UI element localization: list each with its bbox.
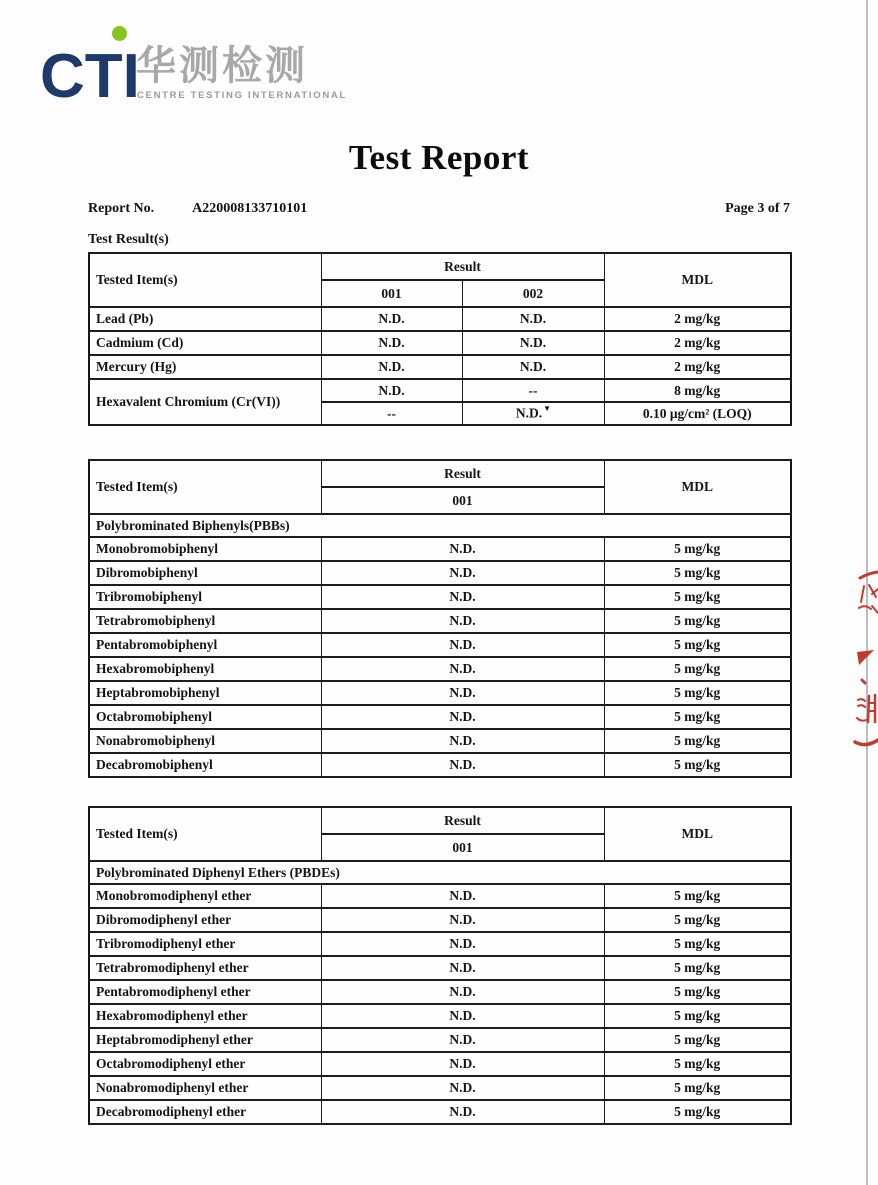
result-001-cell: N.D.: [321, 537, 604, 561]
col-header-mdl: MDL: [604, 807, 791, 861]
cti-logo-chinese-name: 华测检测: [136, 43, 308, 89]
tested-item-cell: Octabromodiphenyl ether: [89, 1052, 321, 1076]
mdl-cell: 2 mg/kg: [604, 307, 791, 331]
tested-item-cell: Dibromodiphenyl ether: [89, 908, 321, 932]
table-row: [89, 932, 791, 956]
page-indicator: Page 3 of 7: [725, 201, 790, 216]
tested-item-cell: Decabromodiphenyl ether: [89, 1100, 321, 1124]
result-001-cell: N.D.: [321, 1004, 604, 1028]
tested-item-cell: Decabromobiphenyl: [89, 753, 321, 777]
col-header-sample-001: 001: [321, 834, 604, 861]
mdl-cell: 5 mg/kg: [604, 729, 791, 753]
mdl-cell: 2 mg/kg: [604, 331, 791, 355]
mdl-cell: 5 mg/kg: [604, 1052, 791, 1076]
tested-item-cell: Tribromodiphenyl ether: [89, 932, 321, 956]
section-title-row: [89, 514, 791, 537]
result-001-cell: N.D.: [321, 561, 604, 585]
result-001-cell: N.D.: [321, 753, 604, 777]
mdl-cell: 5 mg/kg: [604, 1004, 791, 1028]
table-row: [89, 585, 791, 609]
tested-item-cell: Tetrabromobiphenyl: [89, 609, 321, 633]
col-header-tested-items: Tested Item(s): [89, 807, 321, 861]
result-001-cell: N.D.: [321, 1100, 604, 1124]
mdl-cell: 5 mg/kg: [604, 705, 791, 729]
mdl-cell: 5 mg/kg: [604, 1076, 791, 1100]
table-row-hexavalent-chromium-a: [89, 379, 791, 402]
table-row: [89, 355, 791, 379]
results-heading: Test Result(s): [88, 232, 169, 247]
table-pbdes-wrapper: [88, 806, 792, 1125]
result-001-cell: N.D.: [321, 331, 462, 355]
tested-item-cell: Octabromobiphenyl: [89, 705, 321, 729]
table-header-row: [89, 807, 791, 834]
tested-item-cell: Dibromobiphenyl: [89, 561, 321, 585]
table-row: [89, 633, 791, 657]
col-header-tested-items: Tested Item(s): [89, 460, 321, 514]
tested-item-cell: Hexabromodiphenyl ether: [89, 1004, 321, 1028]
table-row: [89, 307, 791, 331]
table-row: [89, 980, 791, 1004]
result-002-cell: --: [462, 379, 604, 402]
result-001-cell: N.D.: [321, 307, 462, 331]
result-001-cell: N.D.: [321, 1028, 604, 1052]
table-row: [89, 1100, 791, 1124]
table-row: [89, 705, 791, 729]
table-row: [89, 1052, 791, 1076]
col-header-sample-001: 001: [321, 280, 462, 307]
section-title-row: [89, 861, 791, 884]
result-001-cell: --: [321, 402, 462, 425]
table-pbbs: [88, 459, 792, 778]
mdl-cell: 8 mg/kg: [604, 379, 791, 402]
col-header-mdl: MDL: [604, 253, 791, 307]
col-header-mdl: MDL: [604, 460, 791, 514]
cti-logo: [40, 40, 347, 111]
result-002-cell: N.D.: [462, 331, 604, 355]
table-row: [89, 561, 791, 585]
table-heavy-metals: [88, 252, 792, 426]
table-row: [89, 1028, 791, 1052]
result-001-cell: N.D.: [321, 681, 604, 705]
cti-logo-tagline: CENTRE TESTING INTERNATIONAL: [137, 90, 347, 101]
result-001-cell: N.D.: [321, 884, 604, 908]
mdl-cell: 0.10 μg/cm² (LOQ): [604, 402, 791, 425]
result-001-cell: N.D.: [321, 657, 604, 681]
footnote-triangle-icon: ▼: [543, 404, 552, 414]
col-header-tested-items: Tested Item(s): [89, 253, 321, 307]
mdl-cell: 5 mg/kg: [604, 585, 791, 609]
col-header-result: Result: [321, 807, 604, 834]
table-row: [89, 884, 791, 908]
mdl-cell: 5 mg/kg: [604, 561, 791, 585]
tested-item-cell: Monobromodiphenyl ether: [89, 884, 321, 908]
table-row: [89, 753, 791, 777]
report-number-label: Report No.: [88, 201, 155, 216]
tested-item-cell: Nonabromobiphenyl: [89, 729, 321, 753]
table-row: [89, 681, 791, 705]
result-001-cell: N.D.: [321, 633, 604, 657]
tested-item-cell: Pentabromodiphenyl ether: [89, 980, 321, 1004]
result-001-cell: N.D.: [321, 908, 604, 932]
col-header-result: Result: [321, 253, 604, 280]
col-header-sample-001: 001: [321, 487, 604, 514]
mdl-cell: 5 mg/kg: [604, 980, 791, 1004]
cti-logo-acronym: CTI: [40, 42, 140, 111]
mdl-cell: 2 mg/kg: [604, 355, 791, 379]
table-row: [89, 908, 791, 932]
result-002-cell: N.D.: [462, 307, 604, 331]
report-meta-line: [88, 201, 790, 219]
result-001-cell: N.D.: [321, 379, 462, 402]
table-row: [89, 331, 791, 355]
green-dot-icon: [112, 26, 127, 41]
report-number-value: A220008133710101: [192, 201, 308, 216]
tested-item-cell: Pentabromobiphenyl: [89, 633, 321, 657]
mdl-cell: 5 mg/kg: [604, 537, 791, 561]
result-001-cell: N.D.: [321, 1052, 604, 1076]
mdl-cell: 5 mg/kg: [604, 681, 791, 705]
tested-item-cell: Tribromobiphenyl: [89, 585, 321, 609]
tested-item-cell: Tetrabromodiphenyl ether: [89, 956, 321, 980]
mdl-cell: 5 mg/kg: [604, 1100, 791, 1124]
mdl-cell: 5 mg/kg: [604, 657, 791, 681]
table-row: [89, 956, 791, 980]
tested-item-cell: Monobromobiphenyl: [89, 537, 321, 561]
result-001-cell: N.D.: [321, 956, 604, 980]
tested-item-cell: Cadmium (Cd): [89, 331, 321, 355]
tested-item-cell: Nonabromodiphenyl ether: [89, 1076, 321, 1100]
result-001-cell: N.D.: [321, 1076, 604, 1100]
mdl-cell: 5 mg/kg: [604, 956, 791, 980]
tested-item-cell: Hexavalent Chromium (Cr(VI)): [89, 379, 321, 425]
result-001-cell: N.D.: [321, 980, 604, 1004]
table-row: [89, 1076, 791, 1100]
mdl-cell: 5 mg/kg: [604, 609, 791, 633]
table-row: [89, 1004, 791, 1028]
table-heavy-metals-wrapper: [88, 252, 792, 426]
result-002-cell: N.D.: [462, 355, 604, 379]
section-title: Polybrominated Diphenyl Ethers (PBDEs): [89, 861, 791, 884]
mdl-cell: 5 mg/kg: [604, 753, 791, 777]
section-title: Polybrominated Biphenyls(PBBs): [89, 514, 791, 537]
tested-item-cell: Heptabromobiphenyl: [89, 681, 321, 705]
mdl-cell: 5 mg/kg: [604, 1028, 791, 1052]
table-row: [89, 657, 791, 681]
table-pbdes: [88, 806, 792, 1125]
result-001-cell: N.D.: [321, 932, 604, 956]
table-header-row: [89, 253, 791, 280]
table-row: [89, 537, 791, 561]
result-001-cell: N.D.: [321, 355, 462, 379]
tested-item-cell: Hexabromobiphenyl: [89, 657, 321, 681]
page-title: Test Report: [348, 138, 530, 177]
col-header-result: Result: [321, 460, 604, 487]
result-001-cell: N.D.: [321, 585, 604, 609]
tested-item-cell: Heptabromodiphenyl ether: [89, 1028, 321, 1052]
red-stamp-fragment-icon: [838, 558, 878, 758]
tested-item-cell: Lead (Pb): [89, 307, 321, 331]
result-001-cell: N.D.: [321, 705, 604, 729]
mdl-cell: 5 mg/kg: [604, 633, 791, 657]
mdl-cell: 5 mg/kg: [604, 932, 791, 956]
table-row: [89, 609, 791, 633]
col-header-sample-002: 002: [462, 280, 604, 307]
table-header-row: [89, 460, 791, 487]
tested-item-cell: Mercury (Hg): [89, 355, 321, 379]
mdl-cell: 5 mg/kg: [604, 908, 791, 932]
result-002-cell: N.D.▼: [462, 402, 604, 425]
report-number: [88, 201, 307, 219]
result-001-cell: N.D.: [321, 729, 604, 753]
mdl-cell: 5 mg/kg: [604, 884, 791, 908]
table-row: [89, 729, 791, 753]
result-001-cell: N.D.: [321, 609, 604, 633]
table-pbbs-wrapper: [88, 459, 792, 778]
